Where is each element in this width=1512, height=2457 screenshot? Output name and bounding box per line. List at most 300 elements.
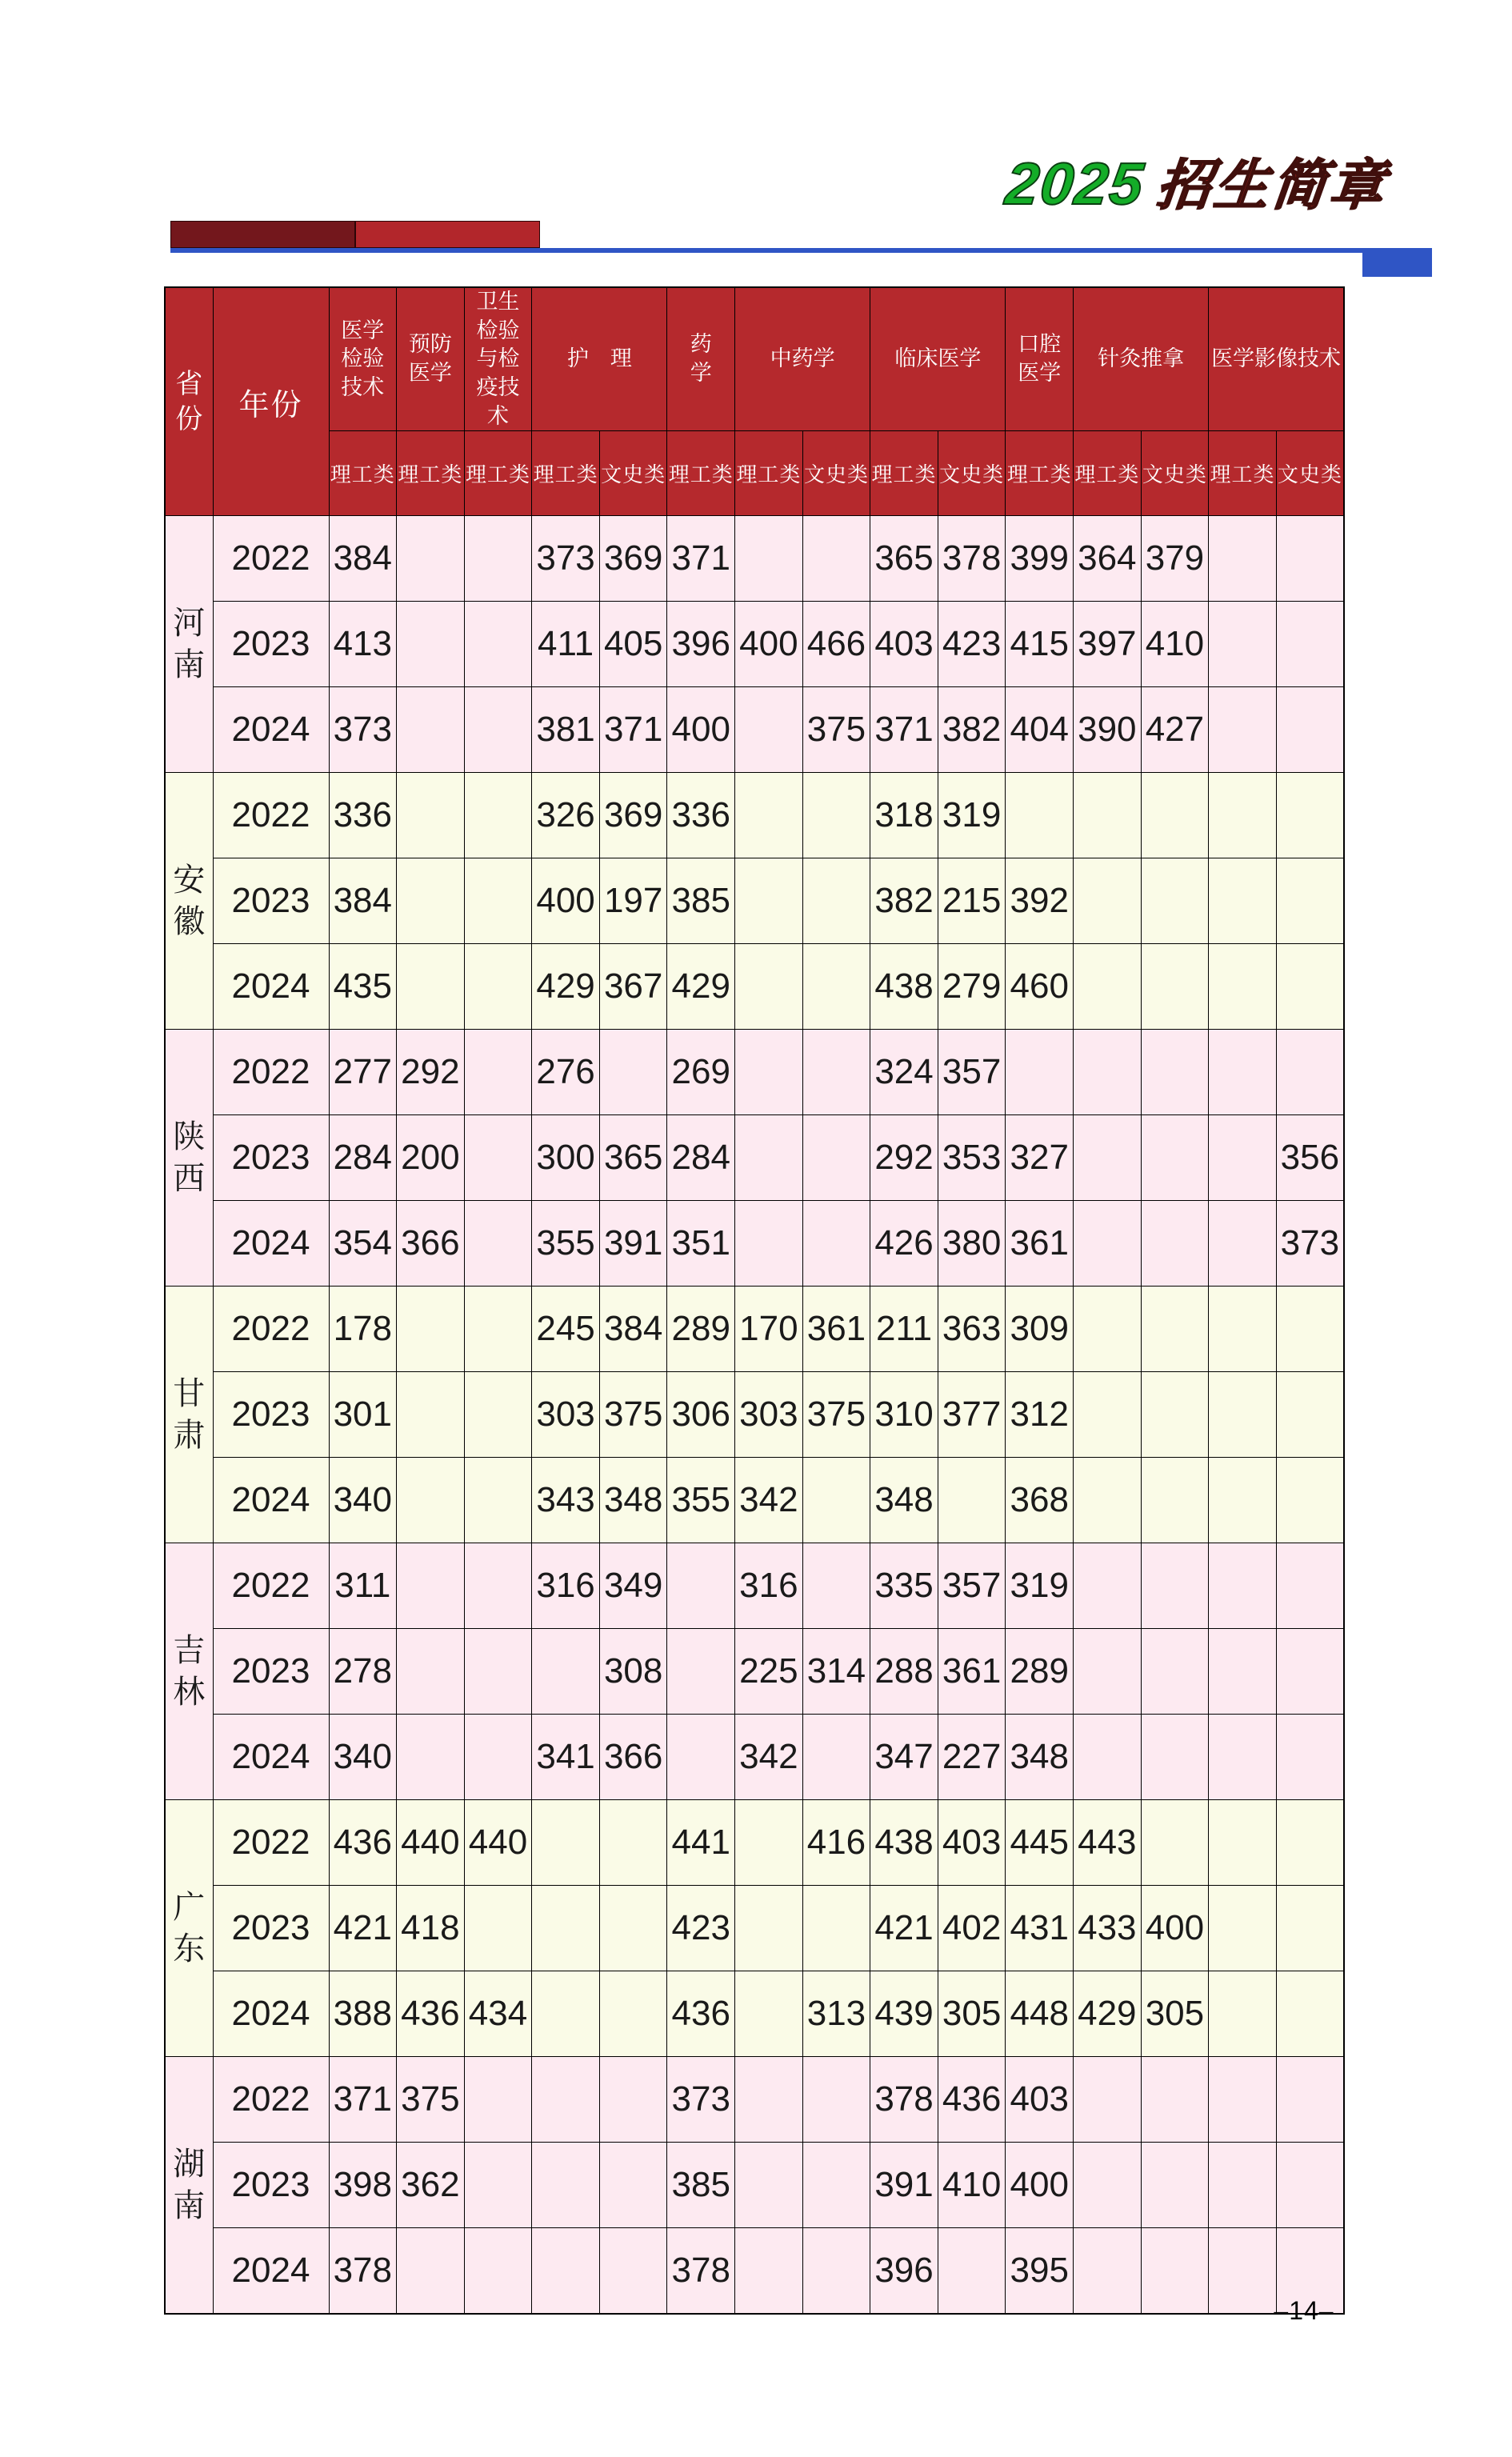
score-cell: 375 — [802, 687, 870, 773]
score-cell — [1141, 2143, 1209, 2228]
deco-red-bar — [355, 221, 540, 248]
score-cell: 343 — [532, 1458, 600, 1543]
year-cell: 2024 — [213, 2228, 329, 2314]
year-header: 年份 — [213, 287, 329, 516]
track-header: 文史类 — [938, 431, 1006, 516]
score-cell — [1074, 1543, 1142, 1629]
score-cell: 375 — [397, 2057, 465, 2143]
score-cell — [1141, 773, 1209, 858]
score-cell — [735, 687, 803, 773]
score-cell: 364 — [1074, 516, 1142, 602]
score-cell: 289 — [1006, 1629, 1074, 1715]
score-cell — [1141, 944, 1209, 1030]
score-cell: 312 — [1006, 1372, 1074, 1458]
score-cell — [464, 773, 532, 858]
score-cell — [735, 1030, 803, 1115]
score-cell: 371 — [667, 516, 735, 602]
score-cell: 367 — [599, 944, 667, 1030]
score-cell: 284 — [329, 1115, 397, 1201]
header-pharmacy: 药 学 — [667, 287, 735, 431]
score-cell: 225 — [735, 1629, 803, 1715]
province-label: 陕西 — [165, 1030, 213, 1287]
score-cell: 436 — [397, 1971, 465, 2057]
score-cell — [1209, 1971, 1277, 2057]
score-cell — [464, 516, 532, 602]
score-cell — [735, 2228, 803, 2314]
score-cell: 342 — [735, 1715, 803, 1800]
score-cell: 436 — [667, 1971, 735, 2057]
header-medical-lab-tech: 医学检验技术 — [329, 287, 397, 431]
score-cell: 415 — [1006, 602, 1074, 687]
score-cell: 445 — [1006, 1800, 1074, 1886]
score-cell: 308 — [599, 1629, 667, 1715]
score-cell: 313 — [802, 1971, 870, 2057]
score-cell — [464, 1715, 532, 1800]
province-label: 湖南 — [165, 2057, 213, 2314]
year-cell: 2022 — [213, 1543, 329, 1629]
score-cell — [464, 1543, 532, 1629]
score-cell: 423 — [667, 1886, 735, 1971]
score-cell — [397, 1372, 465, 1458]
score-cell: 318 — [870, 773, 938, 858]
year-cell: 2023 — [213, 1886, 329, 1971]
score-cell — [1276, 1543, 1344, 1629]
score-cell: 363 — [938, 1287, 1006, 1372]
score-cell: 311 — [329, 1543, 397, 1629]
score-cell: 392 — [1006, 858, 1074, 944]
score-cell: 336 — [329, 773, 397, 858]
track-header: 理工类 — [464, 431, 532, 516]
admission-scores-table — [164, 286, 1345, 2315]
score-cell — [802, 516, 870, 602]
score-cell: 378 — [667, 2228, 735, 2314]
page-number: –14– — [1274, 2296, 1334, 2325]
score-cell: 361 — [802, 1287, 870, 1372]
table-row — [165, 602, 1344, 687]
score-cell — [1276, 602, 1344, 687]
score-cell: 466 — [802, 602, 870, 687]
score-cell: 440 — [464, 1800, 532, 1886]
table-row — [165, 2228, 1344, 2314]
score-cell: 381 — [532, 687, 600, 773]
header-acupuncture-massage: 针灸推拿 — [1074, 287, 1209, 431]
score-cell: 356 — [1276, 1115, 1344, 1201]
score-cell: 438 — [870, 1800, 938, 1886]
page-title — [1002, 142, 1392, 220]
score-cell — [464, 1629, 532, 1715]
score-cell — [1209, 602, 1277, 687]
score-cell — [735, 516, 803, 602]
score-cell: 369 — [599, 773, 667, 858]
score-cell — [1276, 1971, 1344, 2057]
score-cell: 340 — [329, 1715, 397, 1800]
score-cell: 319 — [938, 773, 1006, 858]
score-cell: 391 — [870, 2143, 938, 2228]
score-cell — [802, 1886, 870, 1971]
score-cell — [599, 1971, 667, 2057]
year-cell: 2022 — [213, 2057, 329, 2143]
score-cell: 429 — [532, 944, 600, 1030]
score-cell: 227 — [938, 1715, 1006, 1800]
score-cell: 340 — [329, 1458, 397, 1543]
deco-dark-red-bar — [170, 221, 355, 248]
score-cell: 371 — [599, 687, 667, 773]
score-cell — [1141, 2228, 1209, 2314]
score-cell — [1209, 1115, 1277, 1201]
score-cell — [735, 1886, 803, 1971]
score-cell: 403 — [870, 602, 938, 687]
score-cell — [397, 858, 465, 944]
score-cell: 215 — [938, 858, 1006, 944]
score-cell — [1074, 1201, 1142, 1287]
score-cell: 377 — [938, 1372, 1006, 1458]
score-cell — [397, 687, 465, 773]
deco-blue-line — [170, 248, 1432, 253]
table-row — [165, 1629, 1344, 1715]
score-cell — [599, 1030, 667, 1115]
score-cell — [397, 1543, 465, 1629]
score-cell: 427 — [1141, 687, 1209, 773]
score-cell: 390 — [1074, 687, 1142, 773]
score-cell — [1209, 1201, 1277, 1287]
score-cell: 303 — [532, 1372, 600, 1458]
score-cell: 277 — [329, 1030, 397, 1115]
score-cell: 403 — [938, 1800, 1006, 1886]
header-sanitary-inspection-quarantine: 卫生检验与检疫技术 — [464, 287, 532, 431]
score-cell — [1276, 687, 1344, 773]
score-cell — [1276, 1715, 1344, 1800]
score-cell: 440 — [397, 1800, 465, 1886]
score-cell: 439 — [870, 1971, 938, 2057]
score-cell — [1209, 773, 1277, 858]
score-cell: 310 — [870, 1372, 938, 1458]
score-cell: 319 — [1006, 1543, 1074, 1629]
score-cell — [464, 1372, 532, 1458]
score-cell — [1074, 1287, 1142, 1372]
score-cell — [397, 1715, 465, 1800]
score-cell: 303 — [735, 1372, 803, 1458]
score-cell — [667, 1543, 735, 1629]
score-cell — [802, 944, 870, 1030]
score-cell: 448 — [1006, 1971, 1074, 2057]
table-row — [165, 1115, 1344, 1201]
score-cell — [667, 1715, 735, 1800]
score-cell: 347 — [870, 1715, 938, 1800]
table-row — [165, 1543, 1344, 1629]
score-cell — [1141, 2057, 1209, 2143]
score-cell — [1074, 2228, 1142, 2314]
score-cell: 405 — [599, 602, 667, 687]
score-cell — [1074, 2057, 1142, 2143]
score-cell — [802, 1458, 870, 1543]
score-cell: 373 — [1276, 1201, 1344, 1287]
score-cell — [1276, 516, 1344, 602]
score-cell — [397, 773, 465, 858]
score-cell: 365 — [870, 516, 938, 602]
score-cell: 327 — [1006, 1115, 1074, 1201]
score-cell — [938, 2228, 1006, 2314]
score-cell — [802, 1543, 870, 1629]
header-tcm-pharmacy: 中药学 — [735, 287, 870, 431]
province-label: 吉林 — [165, 1543, 213, 1800]
score-cell: 316 — [532, 1543, 600, 1629]
score-cell — [1006, 1030, 1074, 1115]
score-cell — [464, 858, 532, 944]
table-row — [165, 516, 1344, 602]
table-row — [165, 858, 1344, 944]
score-cell — [1209, 687, 1277, 773]
score-cell — [397, 1287, 465, 1372]
table-body — [165, 287, 1344, 2314]
province-label: 甘肃 — [165, 1287, 213, 1543]
score-cell — [1276, 773, 1344, 858]
score-cell: 400 — [667, 687, 735, 773]
score-cell — [1074, 944, 1142, 1030]
header-clinical-medicine: 临床医学 — [870, 287, 1006, 431]
year-cell: 2022 — [213, 516, 329, 602]
score-cell: 400 — [532, 858, 600, 944]
score-cell — [1209, 1800, 1277, 1886]
score-cell: 436 — [938, 2057, 1006, 2143]
score-cell: 395 — [1006, 2228, 1074, 2314]
score-cell: 418 — [397, 1886, 465, 1971]
score-cell — [1209, 1287, 1277, 1372]
table-row — [165, 2143, 1344, 2228]
score-cell — [1276, 944, 1344, 1030]
score-cell — [1209, 2057, 1277, 2143]
score-cell — [464, 1030, 532, 1115]
score-cell: 434 — [464, 1971, 532, 2057]
score-cell — [532, 2057, 600, 2143]
score-cell: 361 — [1006, 1201, 1074, 1287]
score-cell: 284 — [667, 1115, 735, 1201]
score-cell: 178 — [329, 1287, 397, 1372]
score-cell: 365 — [599, 1115, 667, 1201]
track-header: 理工类 — [1006, 431, 1074, 516]
score-cell: 279 — [938, 944, 1006, 1030]
track-header: 理工类 — [870, 431, 938, 516]
score-cell: 384 — [329, 516, 397, 602]
score-cell — [464, 1886, 532, 1971]
score-cell — [397, 944, 465, 1030]
score-cell — [464, 687, 532, 773]
score-cell: 289 — [667, 1287, 735, 1372]
score-cell — [464, 2228, 532, 2314]
score-cell: 349 — [599, 1543, 667, 1629]
track-header: 文史类 — [1276, 431, 1344, 516]
header-nursing: 护 理 — [532, 287, 667, 431]
score-cell: 431 — [1006, 1886, 1074, 1971]
header-medical-imaging-tech: 医学影像技术 — [1209, 287, 1344, 431]
year-cell: 2022 — [213, 1287, 329, 1372]
score-cell: 355 — [667, 1458, 735, 1543]
score-cell — [1074, 2143, 1142, 2228]
score-cell: 278 — [329, 1629, 397, 1715]
score-cell — [1276, 2057, 1344, 2143]
score-cell — [1074, 773, 1142, 858]
score-cell — [1209, 516, 1277, 602]
table-row — [165, 1372, 1344, 1458]
score-cell: 396 — [667, 602, 735, 687]
year-cell: 2023 — [213, 1629, 329, 1715]
province-header: 省份 — [165, 287, 213, 516]
score-cell — [1276, 1372, 1344, 1458]
score-cell — [1141, 1372, 1209, 1458]
province-label: 安徽 — [165, 773, 213, 1030]
score-cell: 336 — [667, 773, 735, 858]
score-cell — [464, 1115, 532, 1201]
score-cell: 373 — [329, 687, 397, 773]
header-stomatology: 口腔医学 — [1006, 287, 1074, 431]
score-cell: 433 — [1074, 1886, 1142, 1971]
score-cell — [1209, 2143, 1277, 2228]
score-cell — [1074, 1715, 1142, 1800]
table-row — [165, 1458, 1344, 1543]
score-cell: 375 — [802, 1372, 870, 1458]
score-cell — [1006, 773, 1074, 858]
score-cell: 306 — [667, 1372, 735, 1458]
score-cell: 276 — [532, 1030, 600, 1115]
score-cell — [1276, 858, 1344, 944]
table-row — [165, 1715, 1344, 1800]
score-cell: 391 — [599, 1201, 667, 1287]
table-row — [165, 773, 1344, 858]
score-cell — [1141, 1201, 1209, 1287]
score-cell: 373 — [667, 2057, 735, 2143]
score-cell: 382 — [870, 858, 938, 944]
score-cell — [1141, 1287, 1209, 1372]
score-cell: 385 — [667, 858, 735, 944]
year-cell: 2024 — [213, 1458, 329, 1543]
year-cell: 2024 — [213, 1201, 329, 1287]
score-cell: 404 — [1006, 687, 1074, 773]
track-header: 理工类 — [397, 431, 465, 516]
title-text: 招生简章 — [1154, 155, 1391, 216]
score-cell — [1074, 1629, 1142, 1715]
score-cell: 348 — [870, 1458, 938, 1543]
score-cell — [802, 773, 870, 858]
score-cell — [1276, 1800, 1344, 1886]
score-cell: 399 — [1006, 516, 1074, 602]
score-cell: 170 — [735, 1287, 803, 1372]
score-cell — [735, 1115, 803, 1201]
score-cell — [1209, 1715, 1277, 1800]
score-cell — [464, 602, 532, 687]
score-cell: 411 — [532, 602, 600, 687]
table-row — [165, 2057, 1344, 2143]
score-cell: 316 — [735, 1543, 803, 1629]
score-cell — [1209, 1372, 1277, 1458]
score-cell: 197 — [599, 858, 667, 944]
track-header: 理工类 — [532, 431, 600, 516]
score-cell — [1209, 1030, 1277, 1115]
year-cell: 2024 — [213, 687, 329, 773]
score-cell — [397, 516, 465, 602]
score-cell: 378 — [329, 2228, 397, 2314]
score-cell: 357 — [938, 1030, 1006, 1115]
score-cell: 410 — [938, 2143, 1006, 2228]
score-cell: 402 — [938, 1886, 1006, 1971]
score-cell: 384 — [599, 1287, 667, 1372]
score-cell — [532, 1629, 600, 1715]
score-cell — [802, 1115, 870, 1201]
score-cell: 426 — [870, 1201, 938, 1287]
score-cell — [735, 2143, 803, 2228]
score-cell: 300 — [532, 1115, 600, 1201]
score-cell: 341 — [532, 1715, 600, 1800]
score-cell: 385 — [667, 2143, 735, 2228]
score-cell: 400 — [1141, 1886, 1209, 1971]
track-header: 理工类 — [1074, 431, 1142, 516]
year-cell: 2024 — [213, 1715, 329, 1800]
score-cell: 429 — [1074, 1971, 1142, 2057]
score-cell: 400 — [735, 602, 803, 687]
score-cell — [599, 2228, 667, 2314]
score-cell: 211 — [870, 1287, 938, 1372]
score-cell — [1276, 1629, 1344, 1715]
score-cell — [599, 2143, 667, 2228]
score-cell — [802, 2057, 870, 2143]
score-cell: 380 — [938, 1201, 1006, 1287]
score-cell: 416 — [802, 1800, 870, 1886]
score-cell: 429 — [667, 944, 735, 1030]
score-cell — [532, 1800, 600, 1886]
score-cell — [1276, 2143, 1344, 2228]
track-header: 理工类 — [329, 431, 397, 516]
score-cell: 366 — [599, 1715, 667, 1800]
score-cell: 357 — [938, 1543, 1006, 1629]
score-cell — [464, 1201, 532, 1287]
score-cell: 348 — [599, 1458, 667, 1543]
score-cell: 396 — [870, 2228, 938, 2314]
score-cell — [464, 1458, 532, 1543]
score-cell — [1074, 1115, 1142, 1201]
score-cell — [532, 1886, 600, 1971]
score-cell: 388 — [329, 1971, 397, 2057]
score-cell — [1074, 1372, 1142, 1458]
score-cell: 305 — [938, 1971, 1006, 2057]
year-cell: 2022 — [213, 773, 329, 858]
score-cell: 314 — [802, 1629, 870, 1715]
score-cell — [1276, 1886, 1344, 1971]
year-cell: 2023 — [213, 602, 329, 687]
score-cell: 382 — [938, 687, 1006, 773]
score-cell — [599, 1800, 667, 1886]
score-cell: 375 — [599, 1372, 667, 1458]
title-year: 2025 — [1002, 150, 1148, 217]
province-label: 广东 — [165, 1800, 213, 2057]
score-cell: 269 — [667, 1030, 735, 1115]
score-cell — [1141, 1629, 1209, 1715]
score-cell — [1141, 1458, 1209, 1543]
score-cell: 371 — [870, 687, 938, 773]
score-cell: 362 — [397, 2143, 465, 2228]
table-row — [165, 687, 1344, 773]
score-cell — [938, 1458, 1006, 1543]
header-preventive-medicine: 预防医学 — [397, 287, 465, 431]
score-cell — [735, 773, 803, 858]
score-cell: 379 — [1141, 516, 1209, 602]
year-cell: 2023 — [213, 858, 329, 944]
score-cell: 361 — [938, 1629, 1006, 1715]
score-cell: 366 — [397, 1201, 465, 1287]
score-cell — [1141, 858, 1209, 944]
score-cell — [397, 2228, 465, 2314]
header-row-tracks — [165, 431, 1344, 516]
score-cell: 460 — [1006, 944, 1074, 1030]
score-cell: 348 — [1006, 1715, 1074, 1800]
score-cell: 403 — [1006, 2057, 1074, 2143]
